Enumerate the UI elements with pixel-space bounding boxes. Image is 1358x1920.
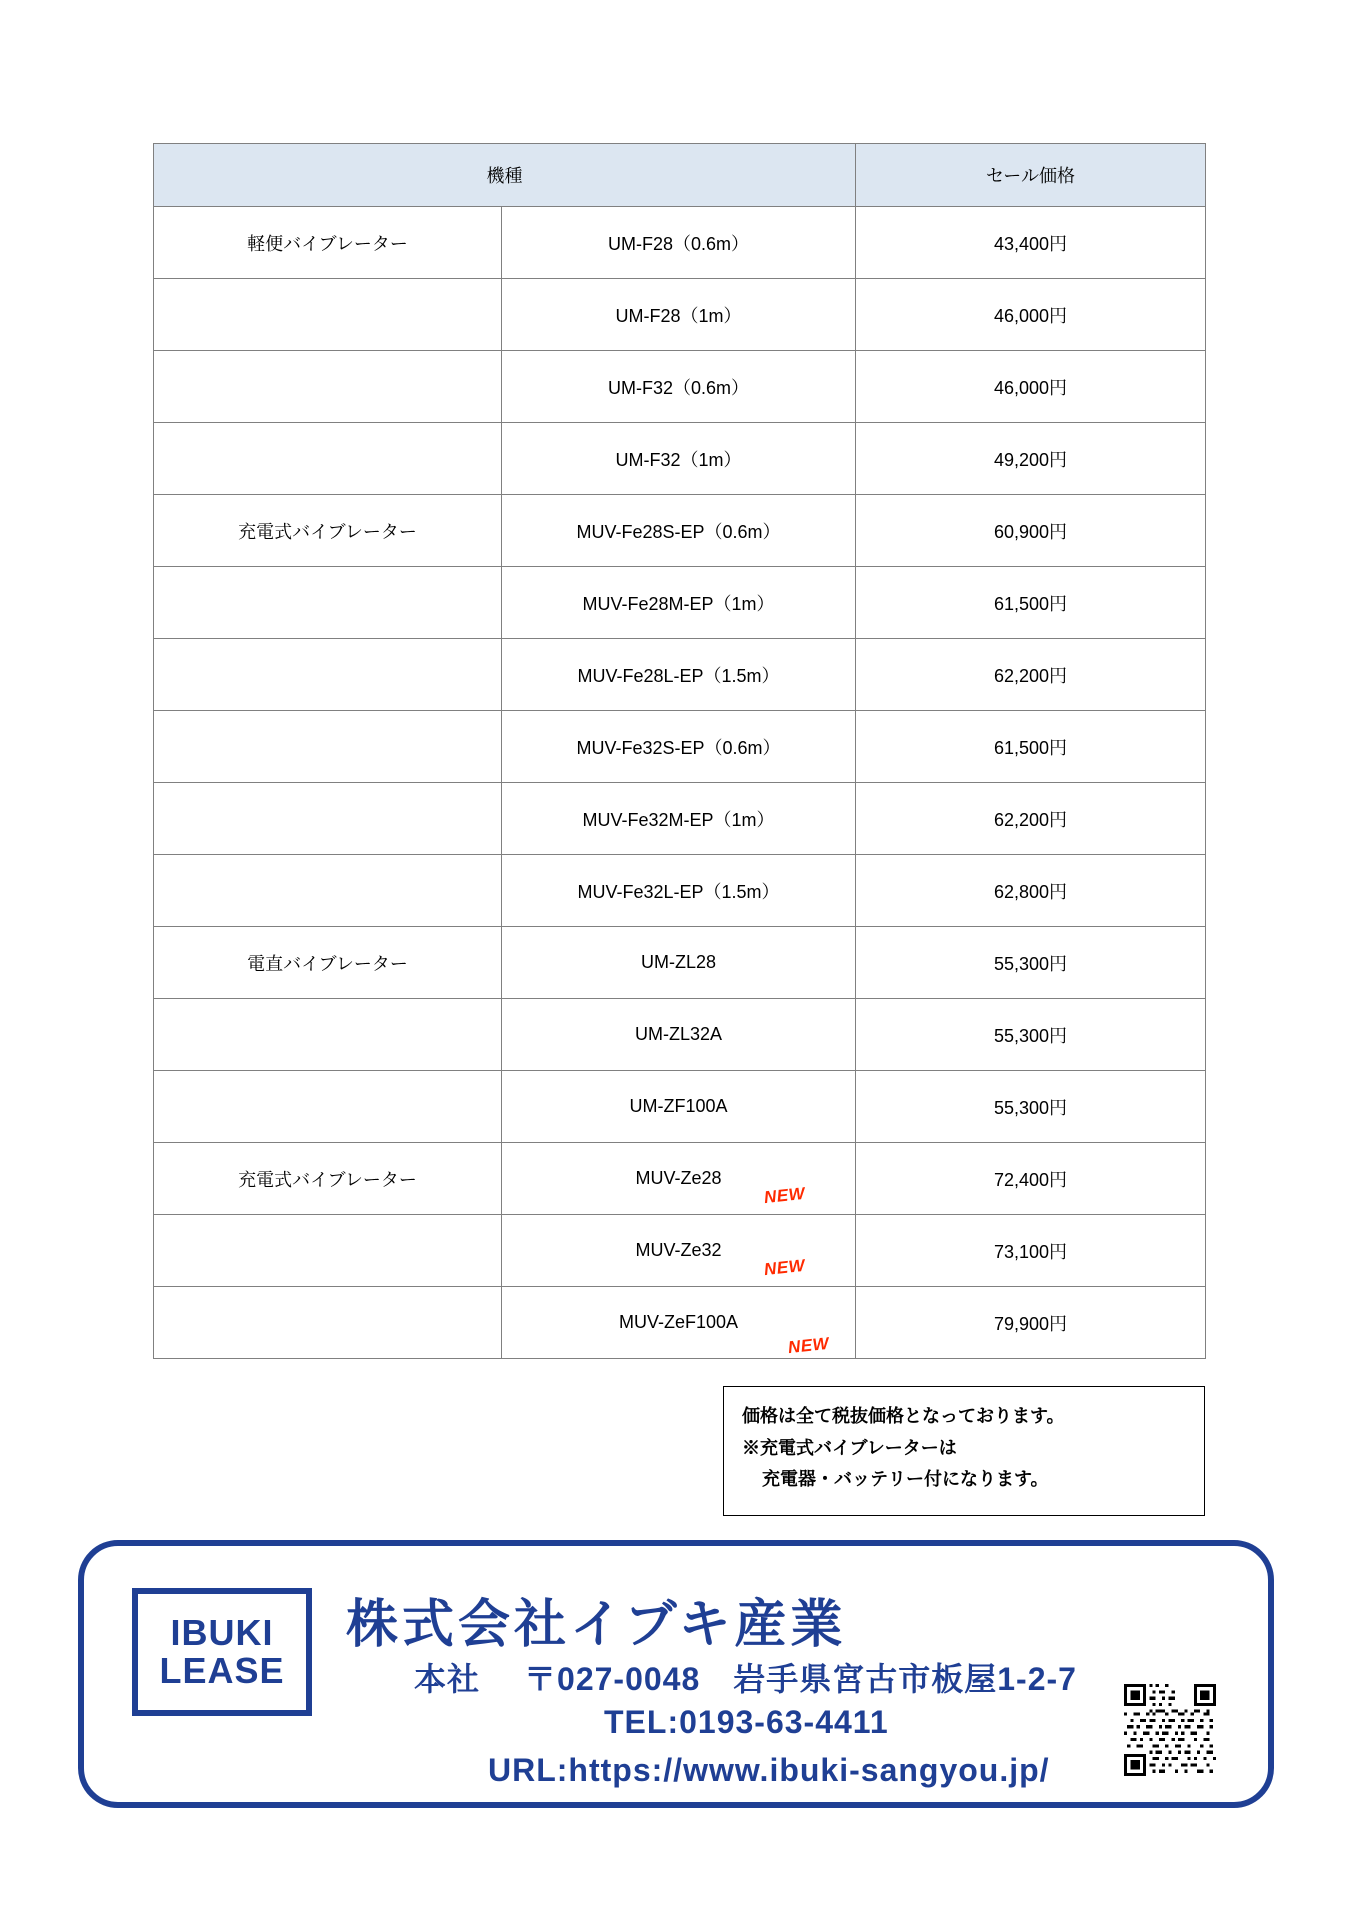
- cell-price: 61,500円: [856, 711, 1206, 783]
- ibuki-lease-logo: [132, 1588, 312, 1716]
- cell-model: [502, 855, 856, 927]
- qr-code-icon: [1124, 1684, 1216, 1776]
- cell-model: [502, 1287, 856, 1359]
- company-footer: [78, 1540, 1274, 1808]
- cell-price: 46,000円: [856, 351, 1206, 423]
- model-text: MUV-Fe32L-EP（1.5m）: [577, 881, 780, 902]
- table-row: [154, 279, 1206, 351]
- column-header-price: セール価格: [856, 144, 1206, 207]
- cell-price: 62,800円: [856, 855, 1206, 927]
- cell-price: 73,100円: [856, 1215, 1206, 1287]
- cell-category: 電直バイブレーター: [154, 927, 502, 999]
- cell-price: 43,400円: [856, 207, 1206, 279]
- cell-price: 46,000円: [856, 279, 1206, 351]
- cell-category: [154, 711, 502, 783]
- table-row: [154, 567, 1206, 639]
- cell-price: 60,900円: [856, 495, 1206, 567]
- cell-model: [502, 567, 856, 639]
- model-text: UM-ZF100A: [629, 1096, 728, 1116]
- company-name: 株式会社イブキ産業: [346, 1596, 847, 1654]
- cell-model: [502, 999, 856, 1071]
- cell-price: 72,400円: [856, 1143, 1206, 1215]
- table-row: [154, 1071, 1206, 1143]
- table-row: [154, 1143, 1206, 1215]
- note-line-1: 価格は全て税抜価格となっております。: [742, 1406, 1065, 1426]
- new-badge: NEW: [786, 1333, 830, 1358]
- cell-price: 79,900円: [856, 1287, 1206, 1359]
- model-text: UM-ZL28: [640, 952, 716, 972]
- cell-model: [502, 207, 856, 279]
- address-label: 本社: [414, 1661, 481, 1697]
- model-text: MUV-Fe28S-EP（0.6m）: [576, 521, 781, 542]
- cell-category: [154, 639, 502, 711]
- cell-category: 軽便バイブレーター: [154, 207, 502, 279]
- note-box: [723, 1386, 1205, 1516]
- cell-category: [154, 423, 502, 495]
- cell-category: [154, 1215, 502, 1287]
- logo-line-2: LEASE: [159, 1650, 285, 1691]
- cell-model: [502, 423, 856, 495]
- cell-model: [502, 1143, 856, 1215]
- model-text: MUV-Fe28M-EP（1m）: [582, 593, 775, 614]
- model-text: MUV-Fe28L-EP（1.5m）: [577, 665, 780, 686]
- new-badge: NEW: [762, 1255, 806, 1280]
- cell-model: [502, 351, 856, 423]
- table-row: [154, 1287, 1206, 1359]
- table-row: [154, 207, 1206, 279]
- cell-category: [154, 279, 502, 351]
- note-line-2: ※充電式バイブレーターは: [742, 1437, 957, 1458]
- cell-price: 55,300円: [856, 999, 1206, 1071]
- table-row: [154, 999, 1206, 1071]
- table-row: [154, 351, 1206, 423]
- model-text: MUV-Fe32S-EP（0.6m）: [576, 737, 781, 758]
- cell-model: [502, 495, 856, 567]
- cell-category: 充電式バイブレーター: [154, 1143, 502, 1215]
- model-text: MUV-ZeF100A: [618, 1312, 739, 1332]
- cell-price: 61,500円: [856, 567, 1206, 639]
- cell-category: [154, 783, 502, 855]
- column-header-model: 機種: [154, 144, 856, 207]
- table-row: [154, 927, 1206, 999]
- model-text: UM-F32（1m）: [615, 449, 742, 470]
- cell-price: 55,300円: [856, 927, 1206, 999]
- cell-category: [154, 999, 502, 1071]
- cell-category: [154, 1287, 502, 1359]
- cell-model: [502, 279, 856, 351]
- table-row: [154, 639, 1206, 711]
- address-value: 〒027-0048 岩手県宮古市板屋1-2-7: [524, 1661, 1077, 1697]
- model-text: MUV-Fe32M-EP（1m）: [582, 809, 775, 830]
- company-telephone: TEL:0193-63-4411: [604, 1704, 889, 1740]
- company-url[interactable]: URL:https://www.ibuki-sangyou.jp/: [488, 1752, 1050, 1788]
- cell-model: [502, 1071, 856, 1143]
- model-text: MUV-Ze32: [635, 1240, 722, 1260]
- cell-price: 55,300円: [856, 1071, 1206, 1143]
- cell-model: [502, 1215, 856, 1287]
- table-row: [154, 423, 1206, 495]
- model-text: UM-F28（0.6m）: [607, 233, 750, 254]
- table-row: [154, 1215, 1206, 1287]
- table-header-row: [154, 144, 1206, 207]
- cell-price: 49,200円: [856, 423, 1206, 495]
- table-body: [154, 207, 1206, 1359]
- company-address: [414, 1654, 1077, 1700]
- table-row: [154, 495, 1206, 567]
- table-row: [154, 783, 1206, 855]
- model-text: UM-F32（0.6m）: [607, 377, 750, 398]
- cell-price: 62,200円: [856, 639, 1206, 711]
- table-row: [154, 855, 1206, 927]
- model-text: MUV-Ze28: [635, 1168, 722, 1188]
- new-badge: NEW: [762, 1183, 806, 1208]
- cell-category: 充電式バイブレーター: [154, 495, 502, 567]
- cell-model: [502, 927, 856, 999]
- price-table-wrapper: [153, 143, 1205, 1359]
- cell-category: [154, 1071, 502, 1143]
- cell-price: 62,200円: [856, 783, 1206, 855]
- price-table: [153, 143, 1206, 1359]
- cell-model: [502, 639, 856, 711]
- cell-category: [154, 567, 502, 639]
- note-line-3: 充電器・バッテリー付になります。: [762, 1469, 1049, 1489]
- cell-category: [154, 855, 502, 927]
- cell-model: [502, 711, 856, 783]
- table-row: [154, 711, 1206, 783]
- model-text: UM-F28（1m）: [615, 305, 742, 326]
- cell-category: [154, 351, 502, 423]
- cell-model: [502, 783, 856, 855]
- logo-line-1: IBUKI: [170, 1612, 274, 1654]
- model-text: UM-ZL32A: [634, 1024, 723, 1044]
